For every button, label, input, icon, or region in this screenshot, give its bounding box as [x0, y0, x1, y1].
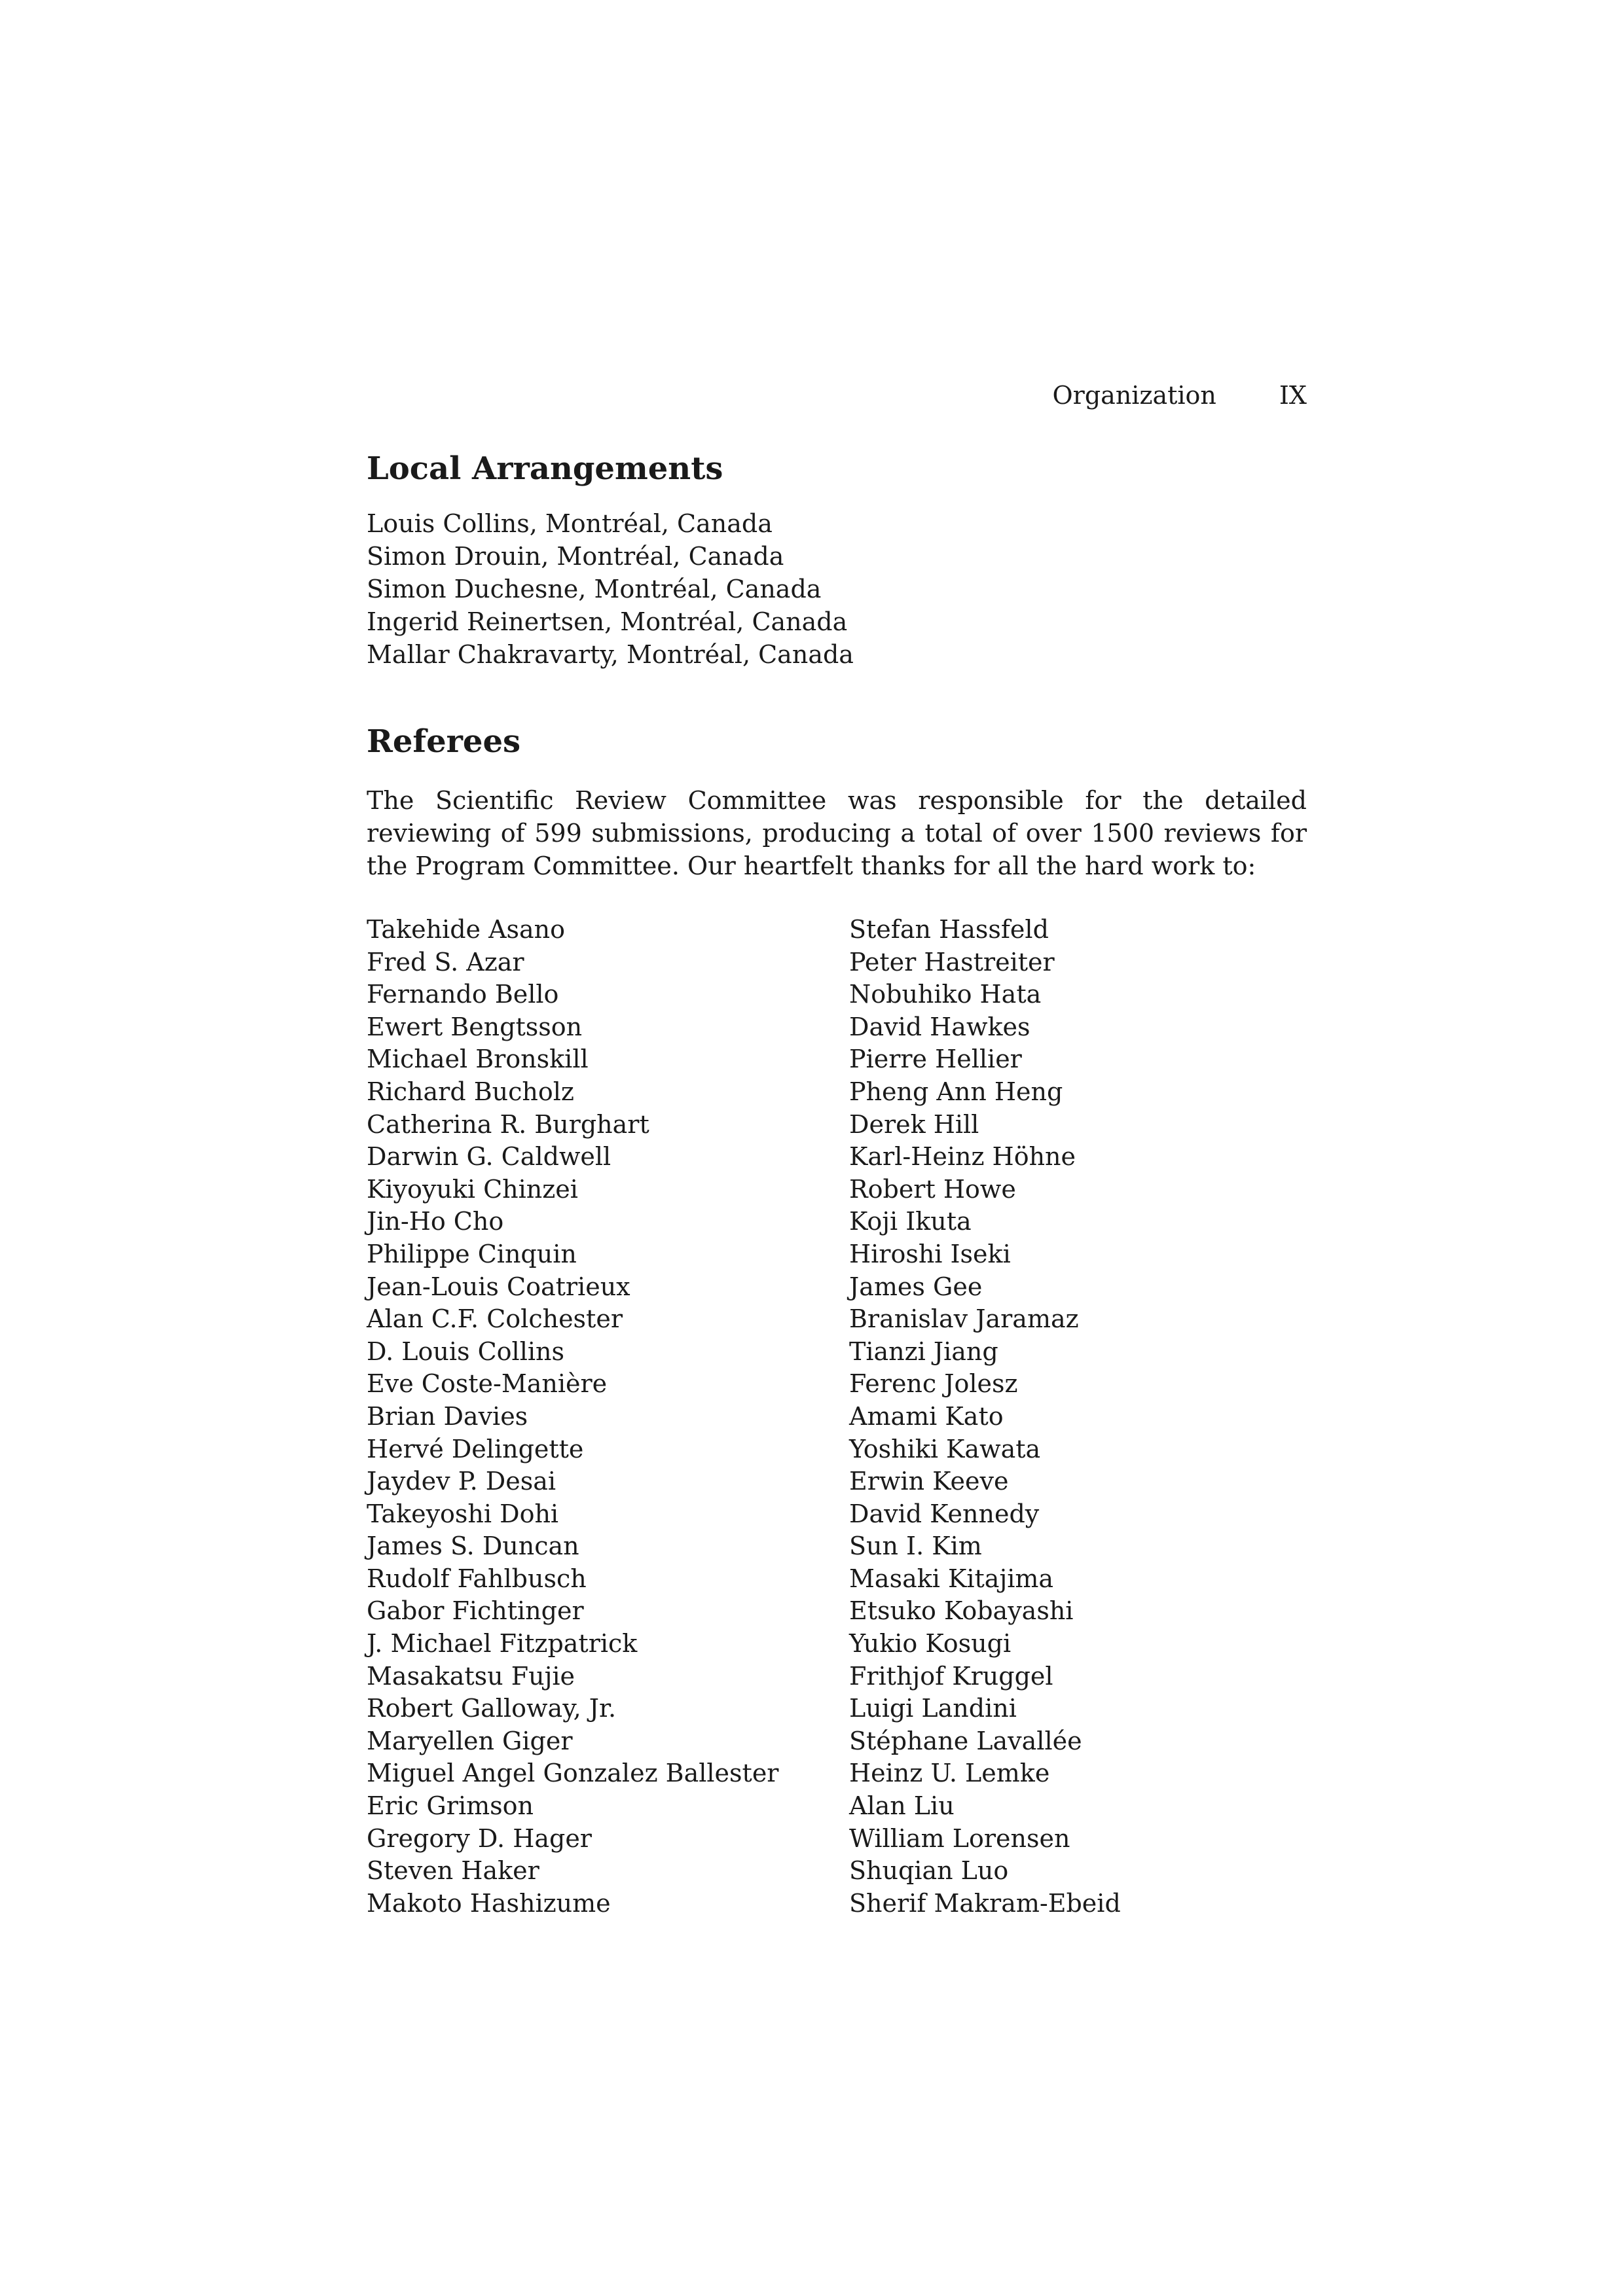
- list-item: Branislav Jaramaz: [849, 1304, 1079, 1334]
- running-header: [1053, 381, 1307, 410]
- list-item: Makoto Hashizume: [367, 1888, 611, 1918]
- list-item: Catherina R. Burghart: [367, 1109, 649, 1139]
- list-item: Stefan Hassfeld: [849, 915, 1049, 944]
- list-item: Yukio Kosugi: [849, 1629, 1012, 1659]
- list-item: Jaydev P. Desai: [367, 1467, 556, 1496]
- list-item: Jean-Louis Coatrieux: [367, 1272, 630, 1301]
- list-item: James Gee: [849, 1272, 983, 1301]
- list-item: Hiroshi Iseki: [849, 1239, 1011, 1268]
- referees-right-column: [849, 914, 1121, 1920]
- list-item: Fernando Bello: [367, 980, 559, 1009]
- list-item: Gabor Fichtinger: [367, 1596, 584, 1626]
- list-item: Fred S. Azar: [367, 947, 524, 977]
- list-item: James S. Duncan: [367, 1532, 579, 1561]
- list-item: Koji Ikuta: [849, 1207, 972, 1236]
- list-item: Rudolf Fahlbusch: [367, 1564, 587, 1593]
- list-item: David Kennedy: [849, 1499, 1040, 1528]
- list-item: Brian Davies: [367, 1401, 528, 1431]
- list-item: Erwin Keeve: [849, 1467, 1009, 1496]
- list-item: Amami Kato: [849, 1401, 1004, 1431]
- list-item: Takehide Asano: [367, 915, 566, 944]
- list-item: Simon Drouin, Montréal, Canada: [367, 542, 784, 571]
- local-arrangements-heading: Local Arrangements: [367, 450, 723, 487]
- list-item: Alan C.F. Colchester: [367, 1304, 623, 1334]
- list-item: Darwin G. Caldwell: [367, 1142, 611, 1172]
- list-item: Kiyoyuki Chinzei: [367, 1174, 578, 1204]
- list-item: Maryellen Giger: [367, 1726, 573, 1755]
- list-item: David Hawkes: [849, 1012, 1030, 1041]
- list-item: Stéphane Lavallée: [849, 1726, 1082, 1755]
- list-item: Louis Collins, Montréal, Canada: [367, 509, 773, 538]
- list-item: Robert Howe: [849, 1174, 1016, 1204]
- referees-intro-paragraph: The Scientific Review Committee was responsible for the detailed reviewing of 599 submissions, producing a total of over 1500 reviews for the Program Committee. Our heartfelt thanks for all the hard work to:: [367, 786, 1307, 880]
- list-item: Michael Bronskill: [367, 1045, 589, 1074]
- list-item: Luigi Landini: [849, 1694, 1017, 1723]
- list-item: Karl-Heinz Höhne: [849, 1142, 1076, 1172]
- list-item: Richard Bucholz: [367, 1077, 574, 1106]
- list-item: Jin-Ho Cho: [367, 1207, 504, 1236]
- list-item: Heinz U. Lemke: [849, 1759, 1050, 1788]
- list-item: Pierre Hellier: [849, 1045, 1022, 1074]
- list-item: Eve Coste-Manière: [367, 1369, 608, 1399]
- list-item: Mallar Chakravarty, Montréal, Canada: [367, 640, 854, 669]
- list-item: Masakatsu Fujie: [367, 1661, 575, 1691]
- local-arrangements-list: [367, 507, 854, 671]
- list-item: Nobuhiko Hata: [849, 980, 1042, 1009]
- list-item: Sherif Makram-Ebeid: [849, 1888, 1121, 1918]
- list-item: Steven Haker: [367, 1856, 539, 1886]
- list-item: Takeyoshi Dohi: [367, 1499, 559, 1528]
- list-item: Miguel Angel Gonzalez Ballester: [367, 1759, 779, 1788]
- list-item: Philippe Cinquin: [367, 1239, 577, 1268]
- referees-left-column: [367, 914, 778, 1920]
- list-item: William Lorensen: [849, 1823, 1070, 1853]
- list-item: Simon Duchesne, Montréal, Canada: [367, 575, 822, 603]
- list-item: Gregory D. Hager: [367, 1823, 592, 1853]
- list-item: Ferenc Jolesz: [849, 1369, 1018, 1399]
- list-item: Masaki Kitajima: [849, 1564, 1054, 1593]
- list-item: Eric Grimson: [367, 1791, 534, 1821]
- header-section-title: Organization: [1052, 381, 1216, 410]
- list-item: Pheng Ann Heng: [849, 1077, 1063, 1106]
- page-number: IX: [1279, 381, 1307, 410]
- list-item: Shuqian Luo: [849, 1856, 1009, 1886]
- list-item: Sun I. Kim: [849, 1532, 982, 1561]
- list-item: Robert Galloway, Jr.: [367, 1694, 617, 1723]
- list-item: J. Michael Fitzpatrick: [367, 1629, 638, 1659]
- list-item: Frithjof Kruggel: [849, 1661, 1053, 1691]
- list-item: Tianzi Jiang: [849, 1336, 998, 1366]
- list-item: Ingerid Reinertsen, Montréal, Canada: [367, 607, 848, 636]
- list-item: Yoshiki Kawata: [849, 1434, 1041, 1463]
- list-item: Etsuko Kobayashi: [849, 1596, 1074, 1626]
- referees-heading: Referees: [367, 723, 521, 760]
- list-item: Peter Hastreiter: [849, 947, 1055, 977]
- list-item: Alan Liu: [849, 1791, 955, 1821]
- list-item: D. Louis Collins: [367, 1336, 564, 1366]
- list-item: Hervé Delingette: [367, 1434, 584, 1463]
- list-item: Derek Hill: [849, 1109, 979, 1139]
- list-item: Ewert Bengtsson: [367, 1012, 583, 1041]
